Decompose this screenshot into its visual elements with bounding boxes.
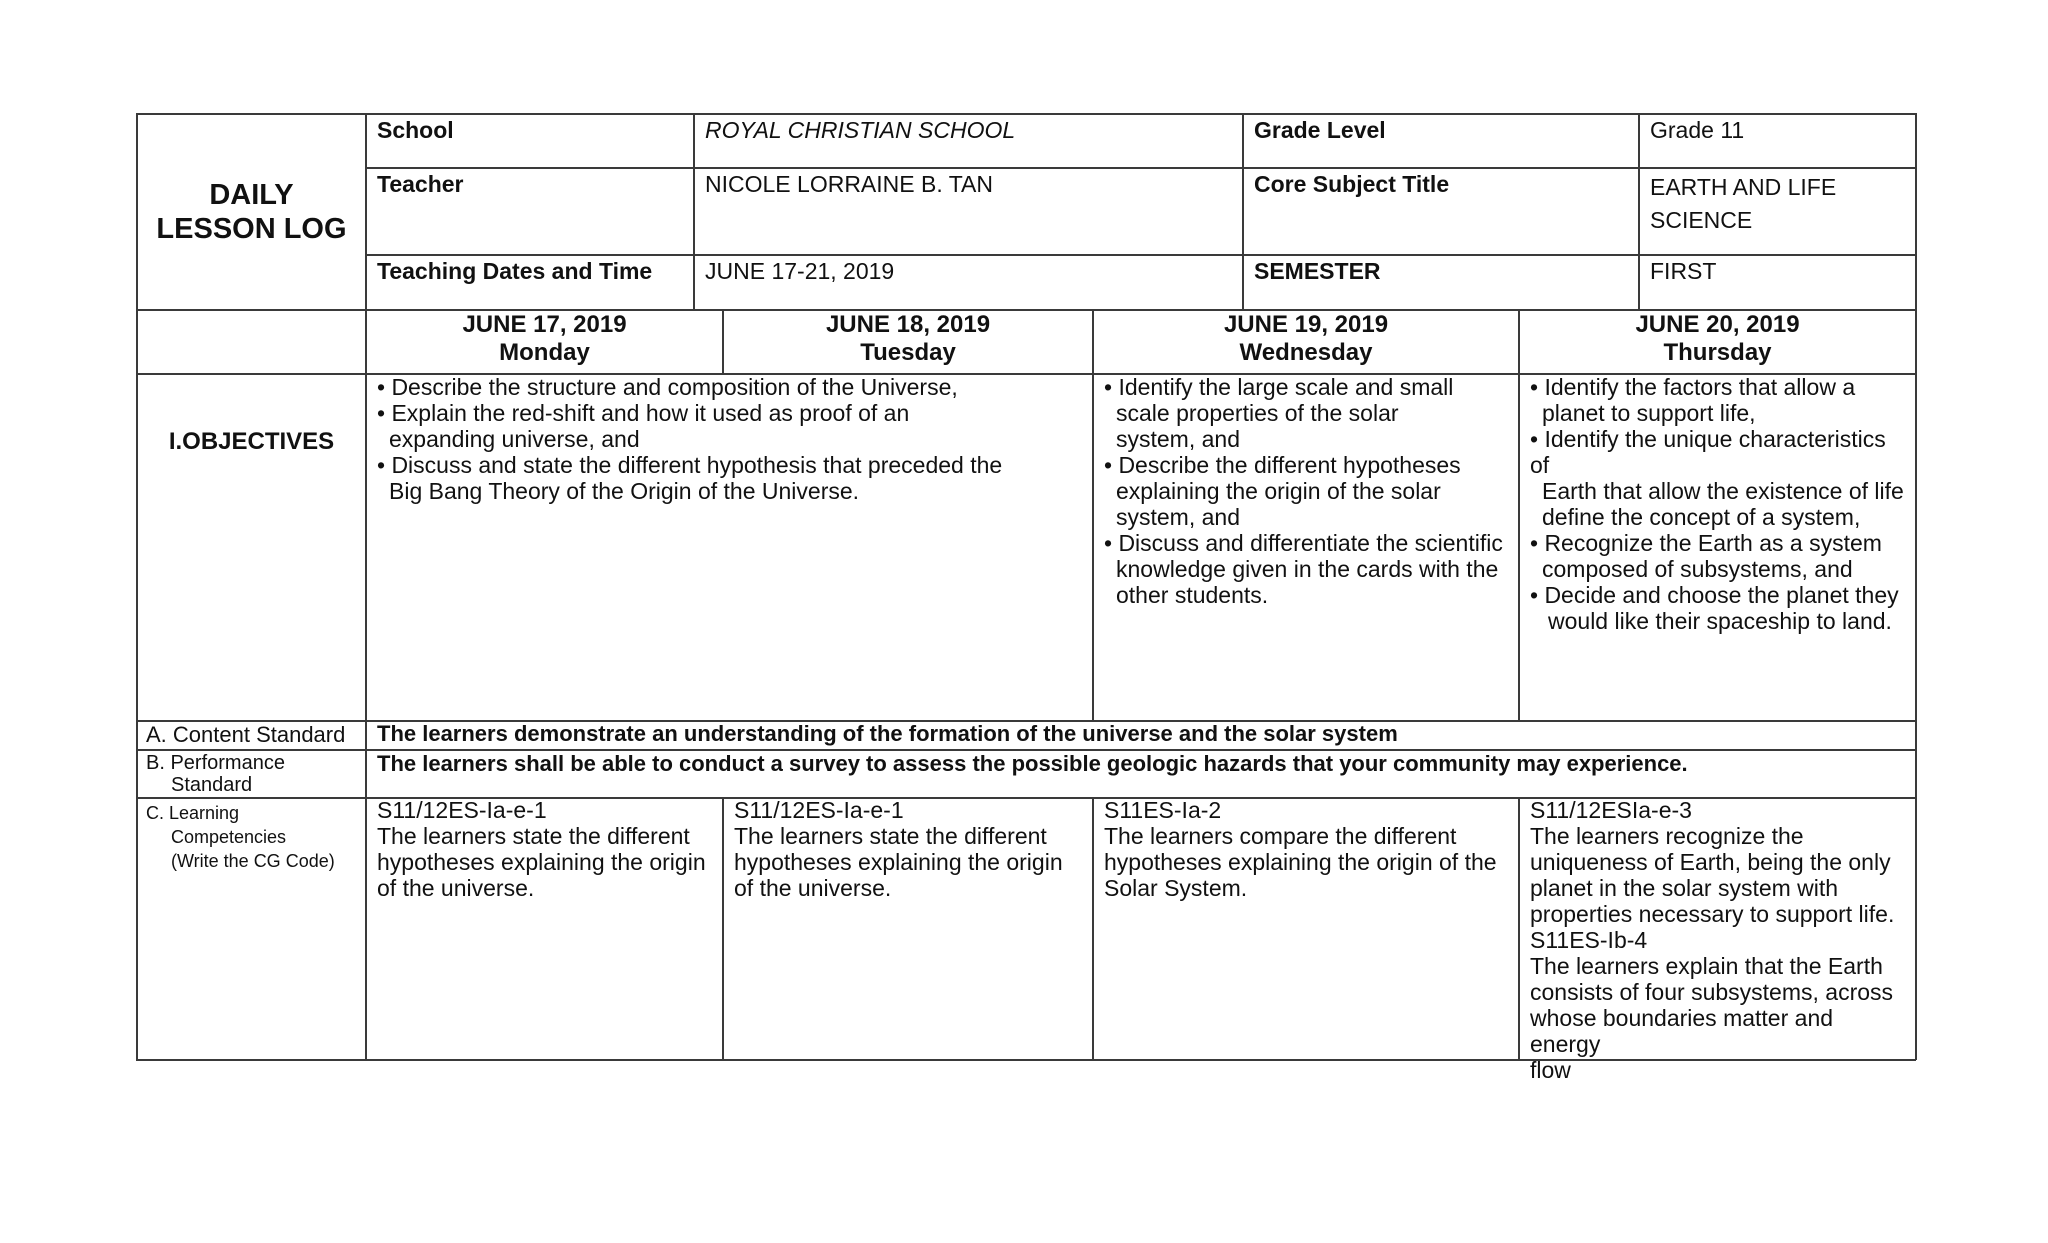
objective-line: • Describe the structure and composition of the Universe, (377, 374, 958, 400)
performance-standard-label (138, 750, 365, 797)
objective-line: • Recognize the Earth as a system (1530, 530, 1882, 556)
teacher-value: NICOLE LORRAINE B. TAN (705, 171, 993, 197)
competencies-label-line2: Competencies (171, 827, 287, 847)
competency-line: consists of four subsystems, across (1530, 979, 1894, 1005)
competency-line: S11ES-Ib-4 (1530, 927, 1648, 953)
competency-line: The learners state the different (734, 823, 1047, 849)
objective-line: • Identify the factors that allow a (1530, 374, 1856, 400)
day-date: JUNE 20, 2019 (1635, 311, 1800, 338)
objective-line: expanding universe, and (389, 426, 640, 452)
competencies-thursday (1520, 797, 1915, 1083)
objective-line: other students. (1116, 582, 1269, 608)
objective-line: knowledge given in the cards with the (1116, 556, 1499, 582)
day-header-monday (367, 309, 722, 373)
objectives-wed (1094, 374, 1518, 720)
objective-line: • Identify the unique characteristics of (1530, 426, 1886, 478)
objective-line: • Decide and choose the planet they (1530, 582, 1899, 608)
day-weekday: Monday (499, 339, 590, 366)
objective-line: composed of subsystems, and (1542, 556, 1853, 582)
competency-line: properties necessary to support life. (1530, 901, 1895, 927)
competencies-label-line1: C. Learning (146, 803, 240, 823)
competency-line: whose boundaries matter and energy (1530, 1005, 1834, 1057)
log-title (138, 115, 365, 309)
competency-line: The learners explain that the Earth (1530, 953, 1883, 979)
objective-line: planet to support life, (1542, 400, 1756, 426)
competency-line: of the universe. (734, 875, 892, 901)
teaching-dates-value: JUNE 17-21, 2019 (705, 258, 895, 284)
competencies-wednesday (1094, 797, 1518, 1059)
objective-line: scale properties of the solar (1116, 400, 1399, 426)
competency-line: flow (1530, 1057, 1571, 1083)
objectives-thu (1520, 374, 1915, 720)
day-date: JUNE 18, 2019 (825, 311, 991, 338)
grade-level-label: Grade Level (1254, 117, 1386, 143)
core-subject-line2: SCIENCE (1650, 207, 1753, 233)
competencies-monday (367, 797, 722, 1059)
objective-line: define the concept of a system, (1542, 504, 1861, 530)
log-title-line2: LESSON LOG (156, 213, 347, 245)
grade-level-value: Grade 11 (1650, 117, 1745, 143)
competency-line: planet in the solar system with (1530, 875, 1839, 901)
competency-line: Solar System. (1104, 875, 1248, 901)
objectives-mon-tue (367, 374, 1092, 720)
objective-line: Earth that allow the existence of life (1542, 478, 1904, 504)
day-date: JUNE 19, 2019 (1223, 311, 1389, 338)
objective-line: • Discuss and differentiate the scientific (1104, 530, 1503, 556)
day-weekday: Wednesday (1239, 339, 1373, 366)
competency-line: uniqueness of Earth, being the only (1530, 849, 1891, 875)
objective-line: • Identify the large scale and small (1104, 374, 1454, 400)
objectives-label: I.OBJECTIVES (168, 428, 335, 455)
competency-line: hypotheses explaining the origin of the (1104, 849, 1497, 875)
performance-standard-label-line2: Standard (171, 774, 253, 796)
semester-label: SEMESTER (1254, 258, 1381, 284)
day-date: JUNE 17, 2019 (462, 311, 627, 338)
school-value: ROYAL CHRISTIAN SCHOOL (705, 117, 1016, 143)
core-subject-line1: EARTH AND LIFE (1650, 174, 1837, 200)
objective-line: system, and (1116, 504, 1240, 530)
learning-competencies-label (138, 799, 365, 919)
objective-line: • Discuss and state the different hypothesis that preceded the (377, 452, 1003, 478)
competency-line: S11/12ESIa-e-3 (1530, 797, 1692, 823)
day-weekday: Tuesday (860, 339, 956, 366)
school-label: School (377, 117, 454, 143)
competency-line: The learners compare the different (1104, 823, 1457, 849)
teaching-dates-label: Teaching Dates and Time (377, 258, 653, 284)
competencies-tuesday (724, 797, 1092, 1059)
competency-line: S11/12ES-Ia-e-1 (377, 797, 547, 823)
core-subject-label: Core Subject Title (1254, 171, 1450, 197)
performance-standard-label-line1: B. Performance (146, 752, 285, 774)
day-header-wednesday (1094, 309, 1518, 373)
day-weekday: Thursday (1663, 339, 1772, 366)
competency-line: The learners recognize the (1530, 823, 1804, 849)
core-subject-value (1640, 167, 1915, 254)
competency-line: hypotheses explaining the origin (734, 849, 1063, 875)
competency-line: of the universe. (377, 875, 535, 901)
competency-line: hypotheses explaining the origin (377, 849, 706, 875)
objective-line: would like their spaceship to land. (1548, 608, 1892, 634)
performance-standard-value: The learners shall be able to conduct a survey to assess the possible geologic hazards that your community may experience. (377, 751, 1688, 776)
objective-line: • Explain the red-shift and how it used as proof of an (377, 400, 910, 426)
content-standard-value: The learners demonstrate an understanding of the formation of the universe and the solar system (377, 721, 1398, 746)
objective-line: Big Bang Theory of the Origin of the Universe. (389, 478, 860, 504)
objective-line: system, and (1116, 426, 1240, 452)
log-title-line1: DAILY (209, 179, 294, 211)
content-standard-label: A. Content Standard (146, 722, 346, 747)
day-header-tuesday (724, 309, 1092, 373)
competency-line: S11ES-Ia-2 (1104, 797, 1222, 823)
competency-line: S11/12ES-Ia-e-1 (734, 797, 904, 823)
objective-line: explaining the origin of the solar (1116, 478, 1441, 504)
competency-line: The learners state the different (377, 823, 690, 849)
semester-value: FIRST (1650, 258, 1717, 284)
objective-line: • Describe the different hypotheses (1104, 452, 1461, 478)
competencies-label-line3: (Write the CG Code) (171, 851, 335, 871)
day-header-thursday (1520, 309, 1915, 373)
teacher-label: Teacher (377, 171, 464, 197)
